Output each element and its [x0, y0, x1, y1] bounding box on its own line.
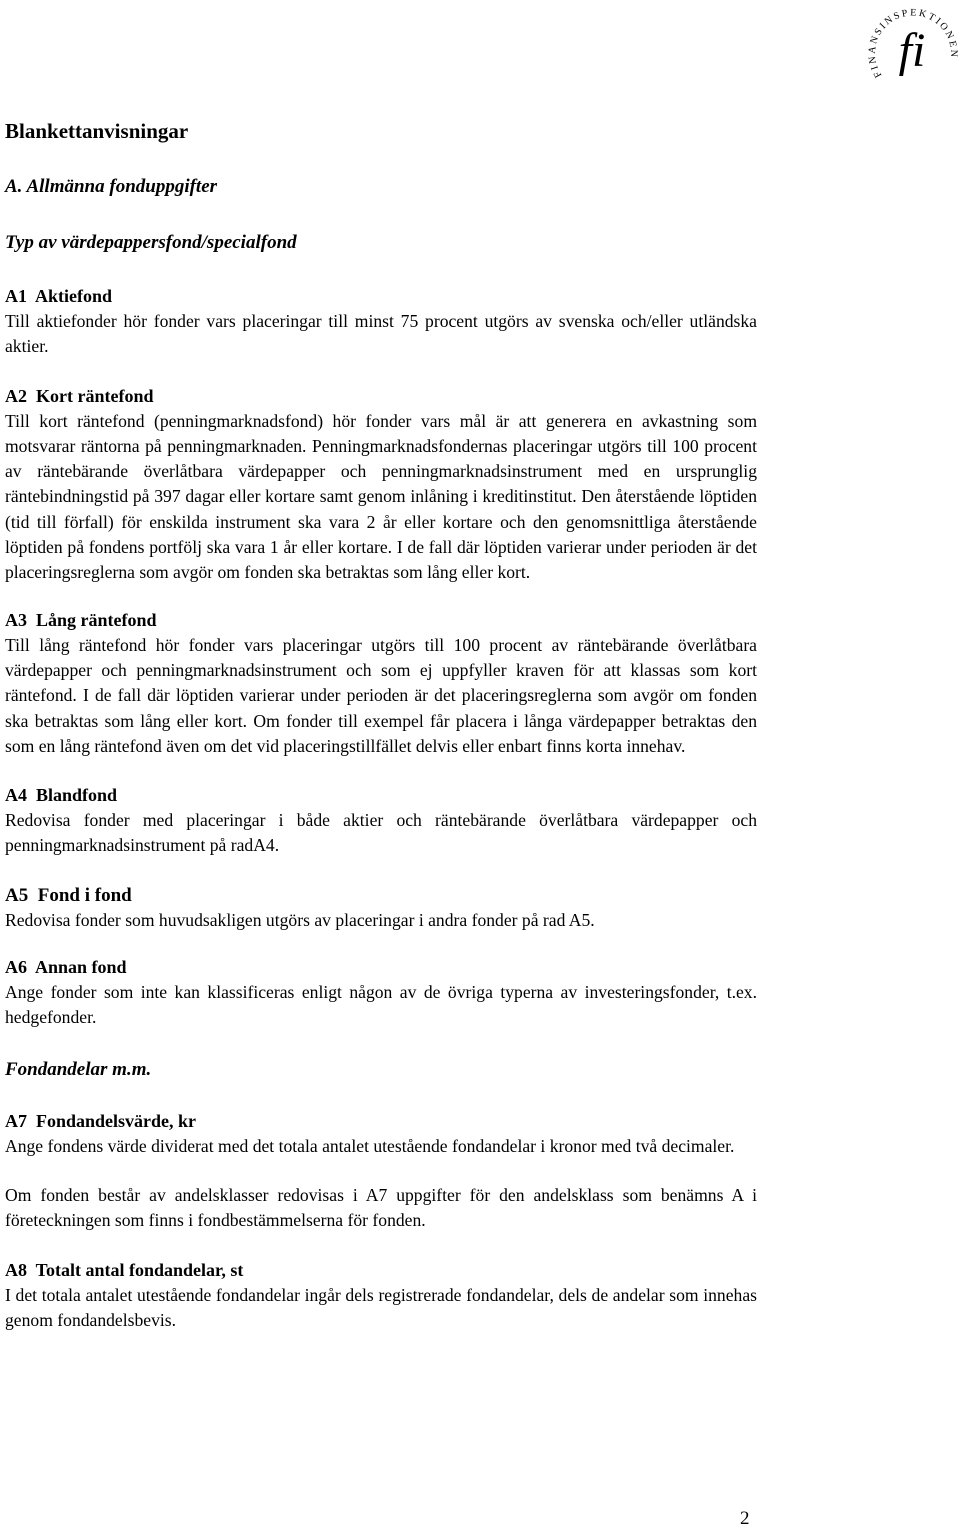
- section-title-a2: A2 Kort räntefond: [5, 385, 154, 406]
- section-a7: [5, 1109, 757, 1234]
- section-body-a8: I det totala antalet utestående fondandelar ingår dels registrerade fondandelar, dels de andelar som innehas genom fondandelsbevis.: [5, 1284, 757, 1330]
- svg-text:fi: fi: [898, 24, 926, 77]
- section-body-a6: Ange fonder som inte kan klassificeras enligt någon av de övriga typerna av investeringsfonder, t.ex. hedgefonder.: [5, 982, 757, 1028]
- section-a2: [5, 384, 757, 586]
- section-title-a1: A1 Aktiefond: [5, 286, 113, 306]
- section-body-a5: Redovisa fonder som huvudsakligen utgörs av placeringar i andra fonder på rad A5.: [5, 909, 595, 930]
- finansinspektionen-logo: [864, 0, 960, 96]
- section-body-a7-share-classes: Om fonden består av andelsklasser redovisas i A7 uppgifter för den andelsklass som benämns A i företeckningen som finns i fondbestämmelserna för fonden.: [5, 1184, 757, 1231]
- section-a1: [5, 284, 757, 360]
- section-title-a8: A8 Totalt antal fondandelar, st: [5, 1259, 244, 1280]
- section-body-a3: Till lång räntefond hör fonder vars placeringar utgörs till 100 procent av räntebärande överlåtbara värdepapper och penningmarknadsinstrument och som ej uppfyller kraven för att klassas som kort räntefond. I de fall där löptiden varierar under perioden är det placeringsreglerna som avgör om fonden ska betraktas som lång eller kort. Om fonder till exempel får placera i långa värdepapper betraktas den som en lång räntefond även om det vid placeringstillfället delvis eller enbart finns korta innehav.: [5, 634, 757, 756]
- page-number: 2: [740, 1508, 750, 1529]
- section-title-a7: A7 Fondandelsvärde, kr: [5, 1110, 197, 1131]
- section-body-a4: Redovisa fonder med placeringar i både aktier och räntebärande överlåtbara värdepapper och penningmarknadsinstrument på radA4.: [5, 810, 757, 856]
- svg-text:FINANSINSPEKTIONEN: FINANSINSPEKTIONEN: [866, 7, 960, 80]
- section-a5: [5, 883, 757, 933]
- document-body: [5, 118, 757, 1333]
- section-body-a2: Till kort räntefond (penningmarknadsfond) hör fonder vars mål är att generera en avkastning som motsvarar räntorna på penningmarknaden. Penningmarknadsfondernas placeringar utgörs till 100 procent av räntebärande överlåtbara värdepapper och penningmarknadsinstrument med en ursprunglig räntebindningstid på 397 dagar eller kortare samt genom inlåning i kreditinstitut. Den återstående löptiden (tid till förfall) för enskilda instrument ska vara 2 år eller kortare och den genomsnittliga återstående löptiden på fondens portfölj ska vara 1 år eller kortare. I de fall där löptiden varierar under perioden är det placeringsreglerna som avgör om fonden ska betraktas som lång eller kort.: [5, 410, 757, 583]
- section-title-a3: A3 Lång räntefond: [5, 609, 157, 630]
- section-body-a7: Ange fondens värde dividerat med det totala antalet utestående fondandelar i kronor med två decimaler.: [5, 1135, 735, 1156]
- section-a6: [5, 955, 757, 1031]
- subheading-fund-type: Typ av värdepappersfond/specialfond: [5, 232, 297, 253]
- section-title-a5: A5 Fond i fond: [5, 884, 132, 906]
- section-body-a1: Till aktiefonder hör fonder vars placeringar till minst 75 procent utgörs av svenska och/eller utländska aktier.: [5, 311, 757, 357]
- section-a8: [5, 1258, 757, 1334]
- section-heading-a: A. Allmänna fonduppgifter: [5, 176, 218, 197]
- section-title-a6: A6 Annan fond: [5, 957, 127, 978]
- section-a3: [5, 608, 757, 759]
- subheading-fund-units: Fondandelar m.m.: [5, 1058, 152, 1080]
- section-title-a4: A4 Blandfond: [5, 785, 118, 806]
- section-a4: [5, 783, 757, 859]
- page-title: Blankettanvisningar: [5, 119, 189, 143]
